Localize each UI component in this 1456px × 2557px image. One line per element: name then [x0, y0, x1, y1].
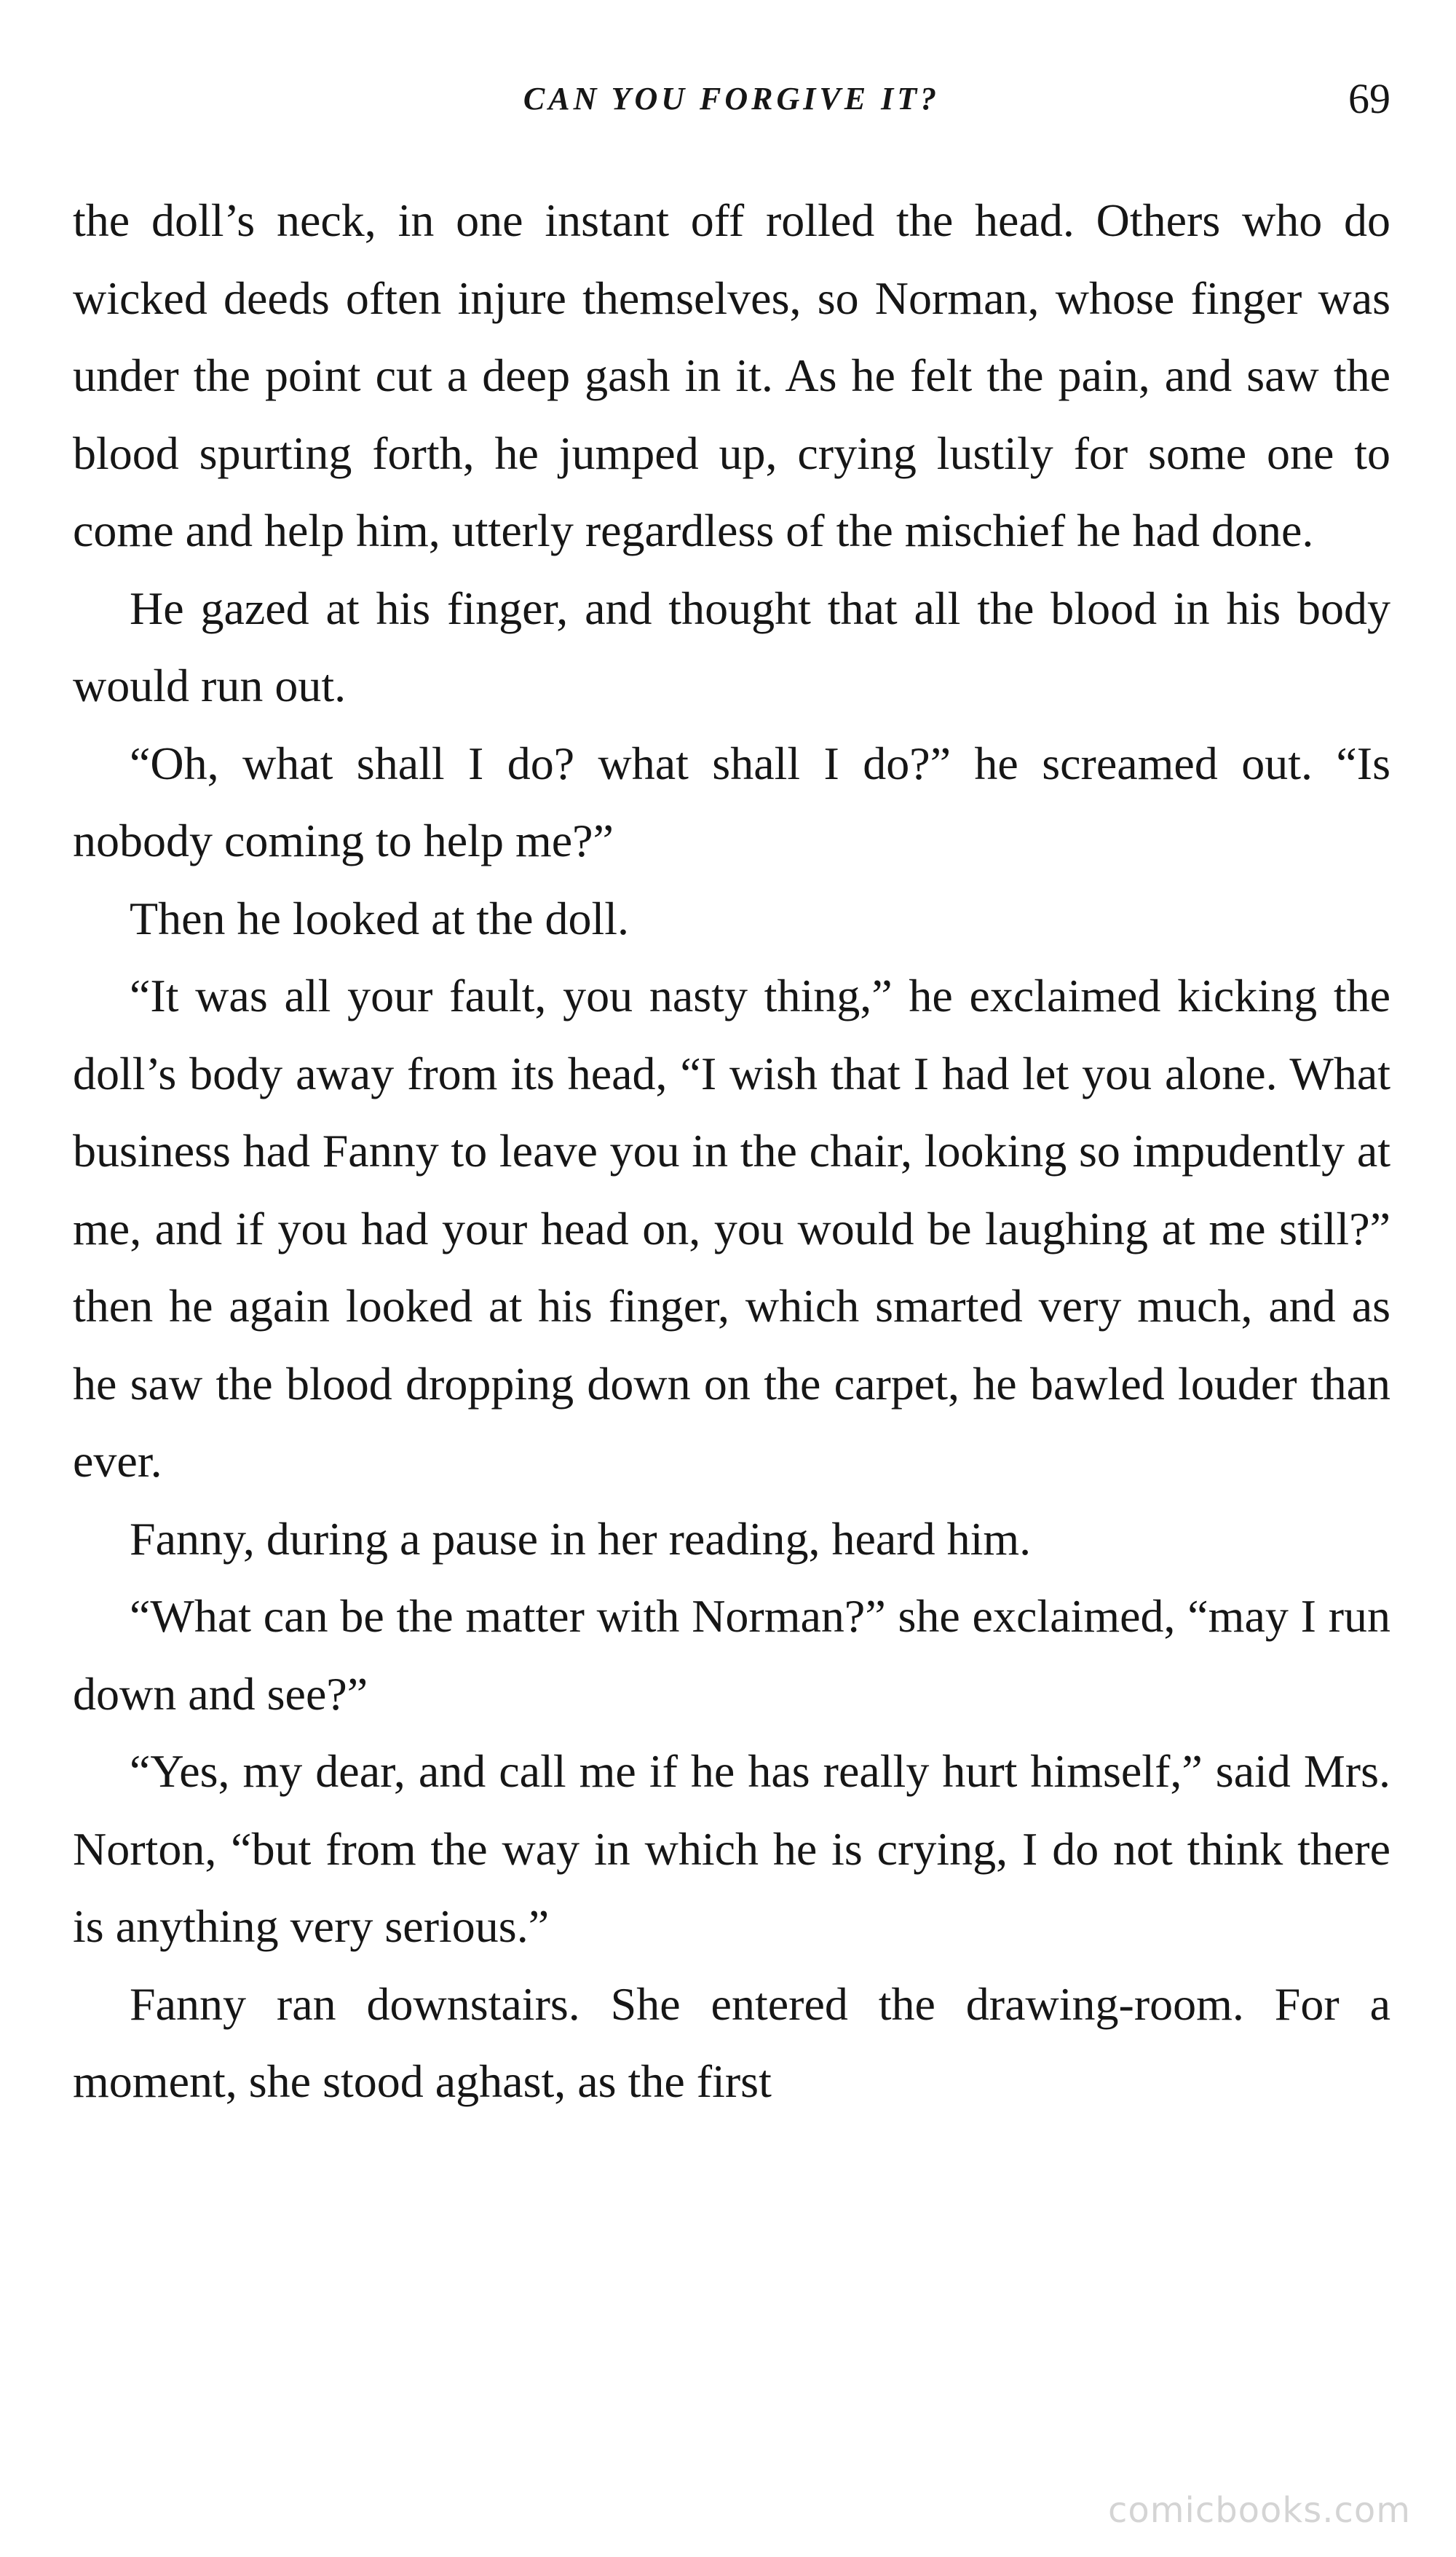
paragraph: Fanny ran downstairs. She entered the drawing-room. For a moment, she stood aghast, as the first — [73, 1977, 1390, 2107]
paragraph-continued: the doll’s neck, in one instant off rolled the head. Others who do wicked deeds often injure themselves, so Norman, whose finger was under the point cut a deep gash in it. As he felt the pain, and saw the blood spurting forth, he jumped up, crying lustily for some one to come and help him, utterly regardless of the mischief he had done. — [73, 194, 1390, 556]
paragraph: Then he looked at the doll. — [130, 892, 630, 944]
paragraph: He gazed at his finger, and thought that all the blood in his body would run out. — [73, 582, 1390, 711]
paragraph: “What can be the matter with Norman?” she exclaimed, “may I run down and see?” — [73, 1590, 1390, 1720]
paragraph: Fanny, during a pause in her reading, heard him. — [130, 1512, 1032, 1565]
paragraph: “Oh, what shall I do? what shall I do?” he screamed out. “Is nobody coming to help me?” — [73, 737, 1390, 866]
watermark: comicbooks.com — [1107, 2490, 1411, 2531]
page-header — [73, 70, 1390, 128]
running-title: CAN YOU FORGIVE IT? — [523, 81, 941, 116]
paragraph: “Yes, my dear, and call me if he has really hurt himself,” said Mrs. Norton, “but from the way in which he is crying, I do not think there is anything very serious.” — [73, 1745, 1390, 1952]
body-text — [73, 182, 1390, 2121]
page-number: 69 — [1348, 75, 1390, 122]
paragraph: “It was all your fault, you nasty thing,” he exclaimed kicking the doll’s body away from its head, “I wish that I had let you alone. What business had Fanny to leave you in the chair, looking so impudently at me, and if you had your head on, you would be laughing at me still?” then he again looked at his finger, which smarted very much, and as he saw the blood dropping down on the carpet, he bawled louder than ever. — [73, 970, 1390, 1487]
